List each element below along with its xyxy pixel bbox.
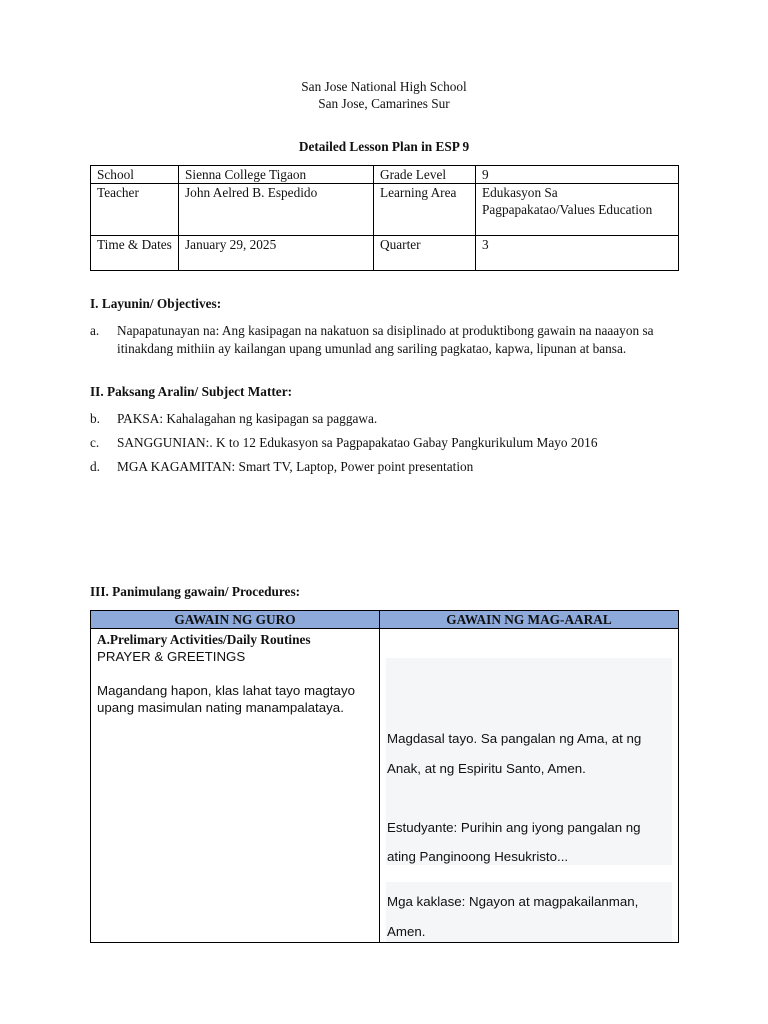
school-label: School <box>91 166 179 184</box>
list-item <box>90 458 680 476</box>
student-activity-cell <box>380 629 679 943</box>
school-address: San Jose, Camarines Sur <box>318 96 450 111</box>
table-row <box>91 629 679 943</box>
table-header-row <box>91 611 679 629</box>
plan-title: Detailed Lesson Plan in ESP 9 <box>298 139 470 154</box>
teacher-activity-cell <box>91 629 380 943</box>
grade-value: 9 <box>476 166 679 184</box>
school-value: Sienna College Tigaon <box>179 166 374 184</box>
list-marker: a. <box>90 323 100 338</box>
table-row <box>91 184 679 236</box>
student-line: Anak, at ng Espiritu Santo, Amen. <box>387 761 586 776</box>
section-title: A.Prelimary Activities/Daily Routines <box>97 632 311 647</box>
time-value: January 29, 2025 <box>179 236 374 271</box>
list-item <box>90 322 680 358</box>
info-table <box>90 165 679 271</box>
list-item <box>90 410 680 428</box>
table-row <box>91 166 679 184</box>
list-marker: b. <box>90 411 100 426</box>
quarter-value: 3 <box>476 236 679 271</box>
table-row <box>91 236 679 271</box>
subject-matter-heading: II. Paksang Aralin/ Subject Matter: <box>90 384 293 399</box>
area-value: Edukasyon Sa Pagpapakatao/Values Education <box>476 184 679 236</box>
student-line: Magdasal tayo. Sa pangalan ng Ama, at ng <box>387 731 642 746</box>
student-response-box <box>386 882 672 942</box>
materials-text: MGA KAGAMITAN: Smart TV, Laptop, Power point presentation <box>117 459 474 474</box>
area-label: Learning Area <box>374 184 476 236</box>
teacher-value: John Aelred B. Espedido <box>179 184 374 236</box>
student-response-box <box>386 658 672 865</box>
school-name: San Jose National High School <box>301 79 467 94</box>
objective-text: Napapatunayan na: Ang kasipagan na nakatuon sa disiplinado at produktibong gawain na naaayon sa itinakdang mithiin ay kailangan upang umunlad ang sariling pagkatao, kapwa, lipunan at bansa. <box>117 323 654 356</box>
reference-text: SANGGUNIAN:. K to 12 Edukasyon sa Pagpapakatao Gabay Pangkurikulum Mayo 2016 <box>117 435 598 450</box>
teacher-line: Magandang hapon, klas lahat tayo magtayo <box>97 683 355 698</box>
topic-text: PAKSA: Kahalagahan ng kasipagan sa paggawa. <box>117 411 378 426</box>
teacher-column-header: GAWAIN NG GURO <box>91 611 380 629</box>
section-subtitle: PRAYER & GREETINGS <box>97 649 246 664</box>
grade-label: Grade Level <box>374 166 476 184</box>
teacher-label: Teacher <box>91 184 179 236</box>
procedures-heading: III. Panimulang gawain/ Procedures: <box>90 584 301 599</box>
list-item <box>90 434 680 452</box>
student-column-header: GAWAIN NG MAG-AARAL <box>380 611 679 629</box>
student-line: ating Panginoong Hesukristo... <box>387 849 569 864</box>
list-marker: c. <box>90 435 100 450</box>
list-marker: d. <box>90 459 100 474</box>
quarter-label: Quarter <box>374 236 476 271</box>
student-line: Mga kaklase: Ngayon at magpakailanman, <box>387 894 639 909</box>
student-line: Amen. <box>387 924 426 939</box>
time-label: Time & Dates <box>91 236 179 271</box>
teacher-line: upang masimulan nating manampalataya. <box>97 700 344 715</box>
student-line: Estudyante: Purihin ang iyong pangalan ng <box>387 820 641 835</box>
objectives-heading: I. Layunin/ Objectives: <box>90 296 222 311</box>
procedures-table <box>90 610 679 943</box>
